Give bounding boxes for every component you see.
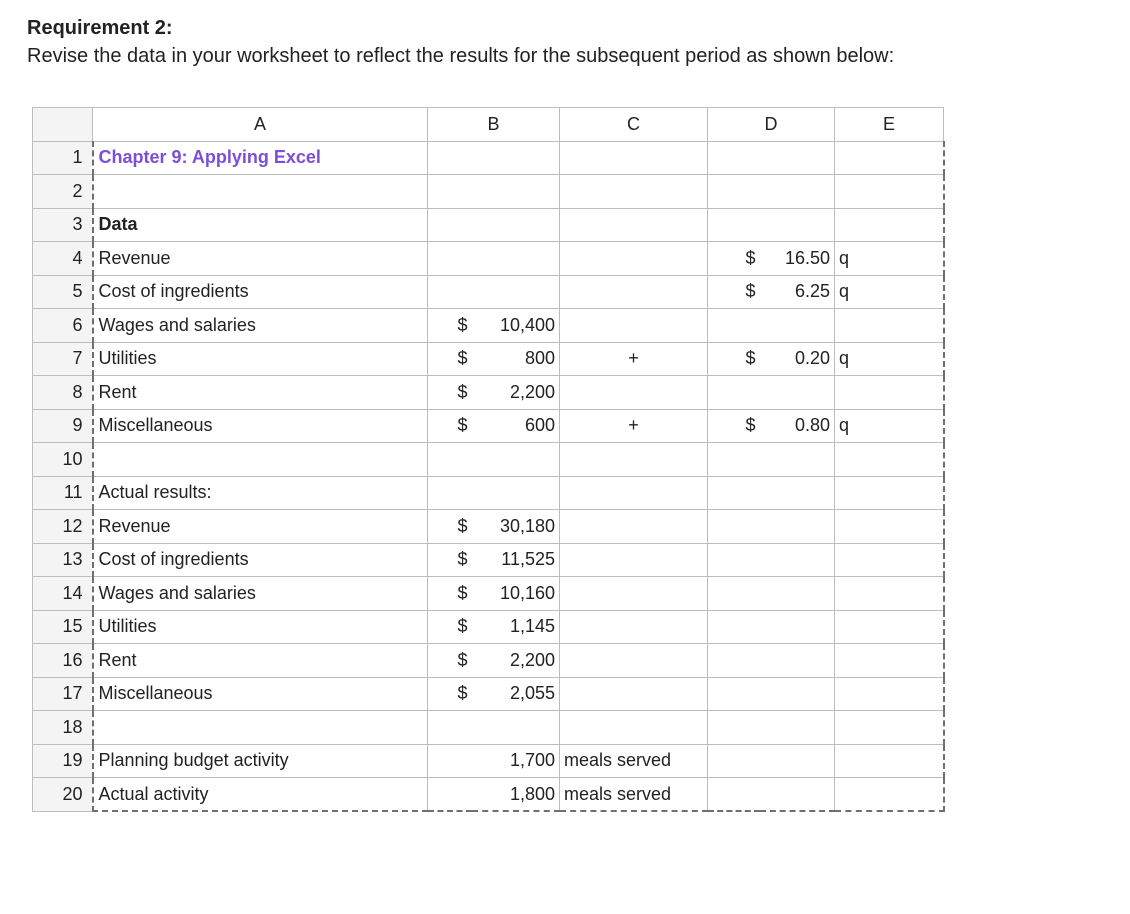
cell-d-currency [708, 208, 760, 242]
cell-d-currency [708, 141, 760, 175]
cell-a[interactable] [93, 175, 428, 209]
row-number[interactable]: 18 [33, 711, 93, 745]
cell-b-currency [428, 778, 472, 812]
cell-b-value[interactable]: 10,400 [472, 309, 560, 343]
column-header-e[interactable]: E [835, 108, 944, 142]
cell-e[interactable] [835, 175, 944, 209]
cell-e[interactable]: q [835, 342, 944, 376]
table-row [33, 510, 944, 544]
table-row [33, 208, 944, 242]
cell-e[interactable]: q [835, 275, 944, 309]
cell-b-currency: $ [428, 677, 472, 711]
cell-d-currency [708, 543, 760, 577]
row-number[interactable]: 4 [33, 242, 93, 276]
cell-b-currency [428, 141, 472, 175]
row-number[interactable]: 1 [33, 141, 93, 175]
cell-e[interactable] [835, 610, 944, 644]
cell-b-currency: $ [428, 577, 472, 611]
cell-b-currency [428, 242, 472, 276]
row-number[interactable]: 7 [33, 342, 93, 376]
cell-c[interactable]: meals served [560, 744, 708, 778]
cell-c[interactable] [560, 610, 708, 644]
cell-d-currency [708, 443, 760, 477]
cell-b-currency [428, 443, 472, 477]
cell-b-currency: $ [428, 342, 472, 376]
cell-d-value[interactable] [760, 443, 835, 477]
cell-d-value[interactable] [760, 141, 835, 175]
cell-a[interactable]: Cost of ingredients [93, 543, 428, 577]
cell-b-currency [428, 711, 472, 745]
cell-a[interactable]: Revenue [93, 510, 428, 544]
cell-d-currency [708, 744, 760, 778]
cell-c[interactable] [560, 543, 708, 577]
row-number[interactable]: 13 [33, 543, 93, 577]
row-number[interactable]: 10 [33, 443, 93, 477]
cell-d-value[interactable]: 6.25 [760, 275, 835, 309]
cell-d-currency [708, 778, 760, 812]
column-header-row [33, 108, 944, 142]
table-row [33, 577, 944, 611]
cell-d-currency [708, 510, 760, 544]
cell-a[interactable]: Miscellaneous [93, 677, 428, 711]
cell-c[interactable] [560, 510, 708, 544]
corner-cell[interactable] [33, 108, 93, 142]
cell-d-value[interactable]: 0.80 [760, 409, 835, 443]
cell-c[interactable] [560, 443, 708, 477]
cell-d-value[interactable] [760, 309, 835, 343]
cell-d-value[interactable] [760, 376, 835, 410]
cell-d-currency [708, 476, 760, 510]
cell-c[interactable] [560, 644, 708, 678]
cell-e[interactable]: q [835, 242, 944, 276]
cell-d-value[interactable] [760, 577, 835, 611]
cell-a[interactable]: Rent [93, 644, 428, 678]
table-row [33, 543, 944, 577]
table-row [33, 711, 944, 745]
cell-d-currency [708, 376, 760, 410]
cell-b-value[interactable]: 10,160 [472, 577, 560, 611]
row-number[interactable]: 16 [33, 644, 93, 678]
cell-b-value[interactable]: 2,200 [472, 644, 560, 678]
row-number[interactable]: 6 [33, 309, 93, 343]
requirement-text: Revise the data in your worksheet to reflect the results for the subsequent period as shown below: [27, 45, 895, 67]
cell-d-currency [708, 577, 760, 611]
row-number[interactable]: 19 [33, 744, 93, 778]
table-row [33, 644, 944, 678]
cell-e[interactable] [835, 309, 944, 343]
cell-e[interactable] [835, 677, 944, 711]
cell-c[interactable]: + [560, 342, 708, 376]
table-row [33, 242, 944, 276]
cell-a[interactable]: Planning budget activity [93, 744, 428, 778]
cell-b-value[interactable] [472, 275, 560, 309]
cell-a[interactable] [93, 443, 428, 477]
table-row [33, 309, 944, 343]
cell-b-value[interactable]: 30,180 [472, 510, 560, 544]
cell-b-value[interactable]: 2,055 [472, 677, 560, 711]
cell-b-currency [428, 476, 472, 510]
cell-b-currency: $ [428, 543, 472, 577]
cell-b-value[interactable]: 2,200 [472, 376, 560, 410]
table-row [33, 677, 944, 711]
cell-d-value[interactable] [760, 476, 835, 510]
cell-d-currency [708, 309, 760, 343]
table-row [33, 141, 944, 175]
cell-e[interactable] [835, 577, 944, 611]
cell-d-currency: $ [708, 242, 760, 276]
cell-e[interactable] [835, 778, 944, 812]
cell-d-value[interactable] [760, 744, 835, 778]
table-row [33, 443, 944, 477]
row-number[interactable]: 12 [33, 510, 93, 544]
cell-a[interactable]: Revenue [93, 242, 428, 276]
cell-d-value[interactable] [760, 175, 835, 209]
cell-b-currency [428, 275, 472, 309]
cell-c[interactable] [560, 141, 708, 175]
cell-b-currency: $ [428, 610, 472, 644]
column-header-b[interactable]: B [428, 108, 560, 142]
cell-d-currency [708, 610, 760, 644]
cell-c[interactable] [560, 242, 708, 276]
cell-c[interactable] [560, 175, 708, 209]
cell-c[interactable]: meals served [560, 778, 708, 812]
row-number[interactable]: 17 [33, 677, 93, 711]
cell-b-value[interactable]: 11,525 [472, 543, 560, 577]
cell-d-currency: $ [708, 409, 760, 443]
cell-a[interactable]: Utilities [93, 342, 428, 376]
cell-b-currency: $ [428, 644, 472, 678]
column-header-c[interactable]: C [560, 108, 708, 142]
cell-e[interactable]: q [835, 409, 944, 443]
requirement-title: Requirement 2: [27, 17, 173, 39]
row-number[interactable]: 3 [33, 208, 93, 242]
cell-b-value[interactable]: 600 [472, 409, 560, 443]
row-number[interactable]: 11 [33, 476, 93, 510]
cell-d-value[interactable] [760, 644, 835, 678]
cell-a[interactable]: Data [93, 208, 428, 242]
cell-d-value[interactable] [760, 778, 835, 812]
cell-b-value[interactable] [472, 175, 560, 209]
cell-e[interactable] [835, 644, 944, 678]
row-number[interactable]: 15 [33, 610, 93, 644]
cell-c[interactable] [560, 711, 708, 745]
cell-e[interactable] [835, 443, 944, 477]
cell-b-currency: $ [428, 510, 472, 544]
cell-a[interactable]: Wages and salaries [93, 309, 428, 343]
table-row [33, 175, 944, 209]
cell-b-currency: $ [428, 376, 472, 410]
cell-b-value[interactable] [472, 141, 560, 175]
cell-b-value[interactable] [472, 208, 560, 242]
cell-d-value[interactable] [760, 711, 835, 745]
cell-a[interactable]: Actual activity [93, 778, 428, 812]
row-number[interactable]: 9 [33, 409, 93, 443]
column-header-a[interactable]: A [93, 108, 428, 142]
cell-b-value[interactable] [472, 242, 560, 276]
table-row [33, 275, 944, 309]
cell-e[interactable] [835, 744, 944, 778]
cell-b-currency [428, 208, 472, 242]
cell-d-currency [708, 711, 760, 745]
cell-c[interactable] [560, 476, 708, 510]
cell-c[interactable] [560, 309, 708, 343]
cell-a[interactable]: Cost of ingredients [93, 275, 428, 309]
cell-e[interactable] [835, 376, 944, 410]
cell-e[interactable] [835, 476, 944, 510]
row-number[interactable]: 5 [33, 275, 93, 309]
table-row [33, 476, 944, 510]
table-row [33, 610, 944, 644]
cell-d-value[interactable] [760, 543, 835, 577]
cell-a[interactable]: Wages and salaries [93, 577, 428, 611]
cell-b-currency [428, 175, 472, 209]
table-row [33, 778, 944, 812]
cell-e[interactable] [835, 208, 944, 242]
cell-b-value[interactable] [472, 476, 560, 510]
cell-d-currency [708, 644, 760, 678]
cell-b-currency: $ [428, 409, 472, 443]
cell-d-currency: $ [708, 342, 760, 376]
cell-d-currency: $ [708, 275, 760, 309]
cell-c[interactable] [560, 275, 708, 309]
cell-e[interactable] [835, 543, 944, 577]
cell-a[interactable]: Utilities [93, 610, 428, 644]
table-row [33, 342, 944, 376]
cell-e[interactable] [835, 711, 944, 745]
cell-b-currency [428, 744, 472, 778]
cell-a[interactable]: Rent [93, 376, 428, 410]
cell-b-value[interactable] [472, 711, 560, 745]
row-number[interactable]: 8 [33, 376, 93, 410]
cell-c[interactable] [560, 677, 708, 711]
cell-d-value[interactable]: 16.50 [760, 242, 835, 276]
cell-d-currency [708, 677, 760, 711]
cell-c[interactable] [560, 376, 708, 410]
cell-b-value[interactable]: 800 [472, 342, 560, 376]
cell-c[interactable] [560, 577, 708, 611]
row-number[interactable]: 20 [33, 778, 93, 812]
cell-b-currency: $ [428, 309, 472, 343]
table-row [33, 744, 944, 778]
cell-b-value[interactable] [472, 443, 560, 477]
cell-d-value[interactable] [760, 610, 835, 644]
cell-e[interactable] [835, 510, 944, 544]
row-number[interactable]: 2 [33, 175, 93, 209]
table-row [33, 409, 944, 443]
cell-c[interactable]: + [560, 409, 708, 443]
cell-a[interactable] [93, 711, 428, 745]
table-row [33, 376, 944, 410]
row-number[interactable]: 14 [33, 577, 93, 611]
cell-b-value[interactable]: 1,800 [472, 778, 560, 812]
cell-d-value[interactable] [760, 208, 835, 242]
cell-b-value[interactable]: 1,700 [472, 744, 560, 778]
cell-b-value[interactable]: 1,145 [472, 610, 560, 644]
cell-d-value[interactable] [760, 677, 835, 711]
cell-d-value[interactable]: 0.20 [760, 342, 835, 376]
cell-a[interactable]: Chapter 9: Applying Excel [93, 141, 428, 175]
spreadsheet [32, 107, 945, 812]
cell-c[interactable] [560, 208, 708, 242]
cell-a[interactable]: Actual results: [93, 476, 428, 510]
cell-a[interactable]: Miscellaneous [93, 409, 428, 443]
cell-d-value[interactable] [760, 510, 835, 544]
column-header-d[interactable]: D [708, 108, 835, 142]
cell-d-currency [708, 175, 760, 209]
cell-e[interactable] [835, 141, 944, 175]
